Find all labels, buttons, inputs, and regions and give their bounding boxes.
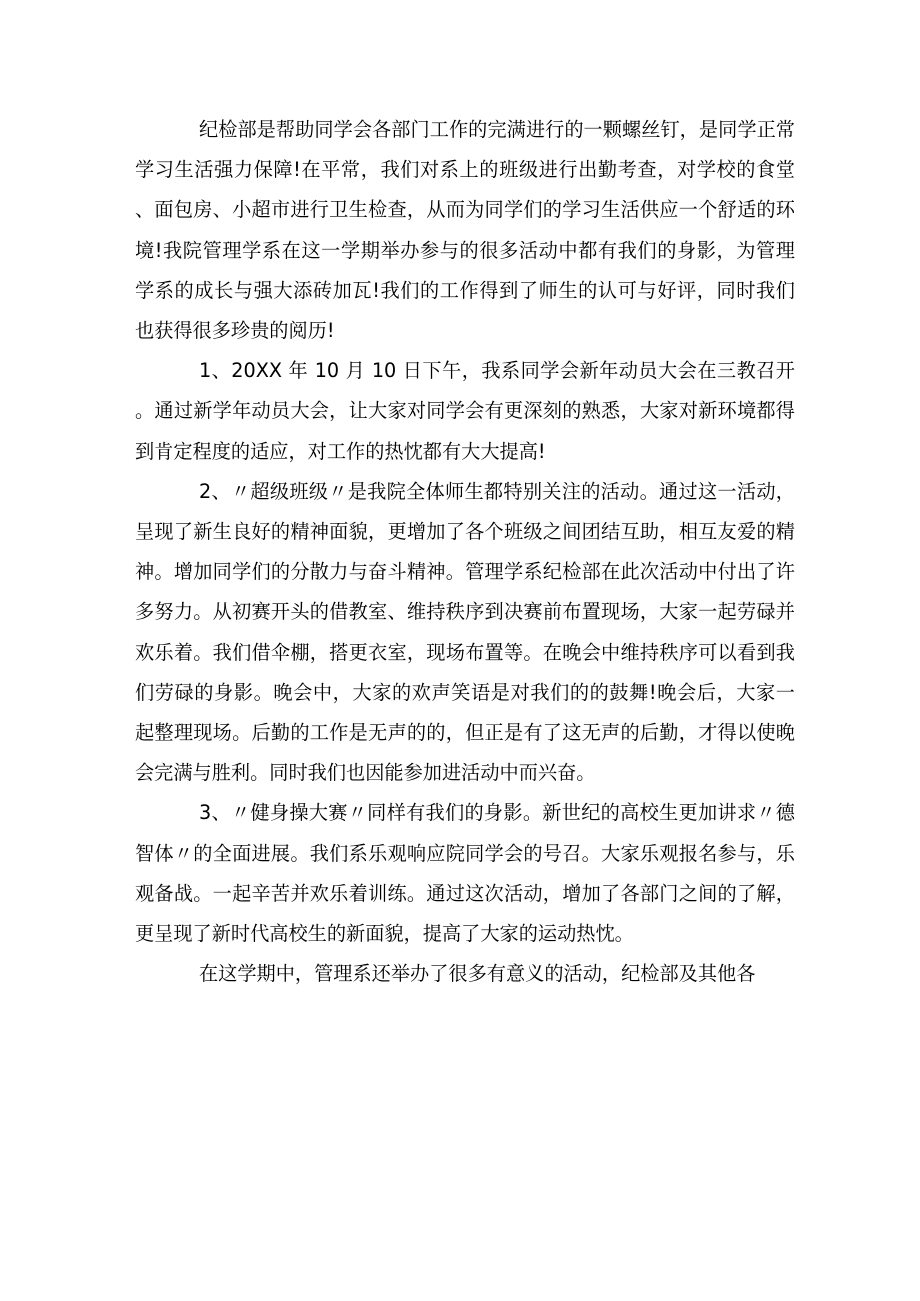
paragraph-item-2: 2、〃超级班级〃是我院全体师生都特别关注的活动。通过这一活动，呈现了新生良好的精神面貌，更增加了各个班级之间团结互助，相互友爱的精神。增加同学们的分散力与奋斗精神。管理学系纪检部在此次活动中付出了许多努力。从初赛开头的借教室、维持秩序到决赛前布置现场，大家一起劳碌并欢乐着。我们借伞棚，搭更衣室，现场布置等。在晚会中维持秩序可以看到我们劳碌的身影。晚会中，大家的欢声笑语是对我们的的鼓舞!晚会后，大家一起整理现场。后勤的工作是无声的的，但正是有了这无声的后勤，才得以使晚会完满与胜利。同时我们也因能参加进活动中而兴奋。 [135,479,795,785]
paragraph-closing: 在这学期中，管理系还举办了很多有意义的活动，纪检部及其他各 [199,962,756,986]
paragraph-item-1: 1、20XX 年 10 月 10 日下午，我系同学会新年动员大会在三教召开。通过新学年动员大会，让大家对同学会有更深刻的熟悉，大家对新环境都得到肯定程度的适应，对工作的热忱都有大大提高! [135,359,795,463]
paragraph-item-3: 3、〃健身操大赛〃同样有我们的身影。新世纪的高校生更加讲求〃德智体〃的全面进展。我们系乐观响应院同学会的号召。大家乐观报名参与，乐观备战。一起辛苦并欢乐着训练。通过这次活动，增加了各部门之间的了解，更呈现了新时代高校生的新面貌，提高了大家的运动热忱。 [135,801,795,946]
document-body [135,110,795,994]
paragraph-intro: 纪检部是帮助同学会各部门工作的完满进行的一颗螺丝钉，是同学正常学习生活强力保障!在平常，我们对系上的班级进行出勤考查，对学校的食堂、面包房、小超市进行卫生检查，从而为同学们的学习生活供应一个舒适的环境!我院管理学系在这一学期举办参与的很多活动中都有我们的身影，为管理学系的成长与强大添砖加瓦!我们的工作得到了师生的认可与好评，同时我们也获得很多珍贵的阅历! [135,118,795,343]
